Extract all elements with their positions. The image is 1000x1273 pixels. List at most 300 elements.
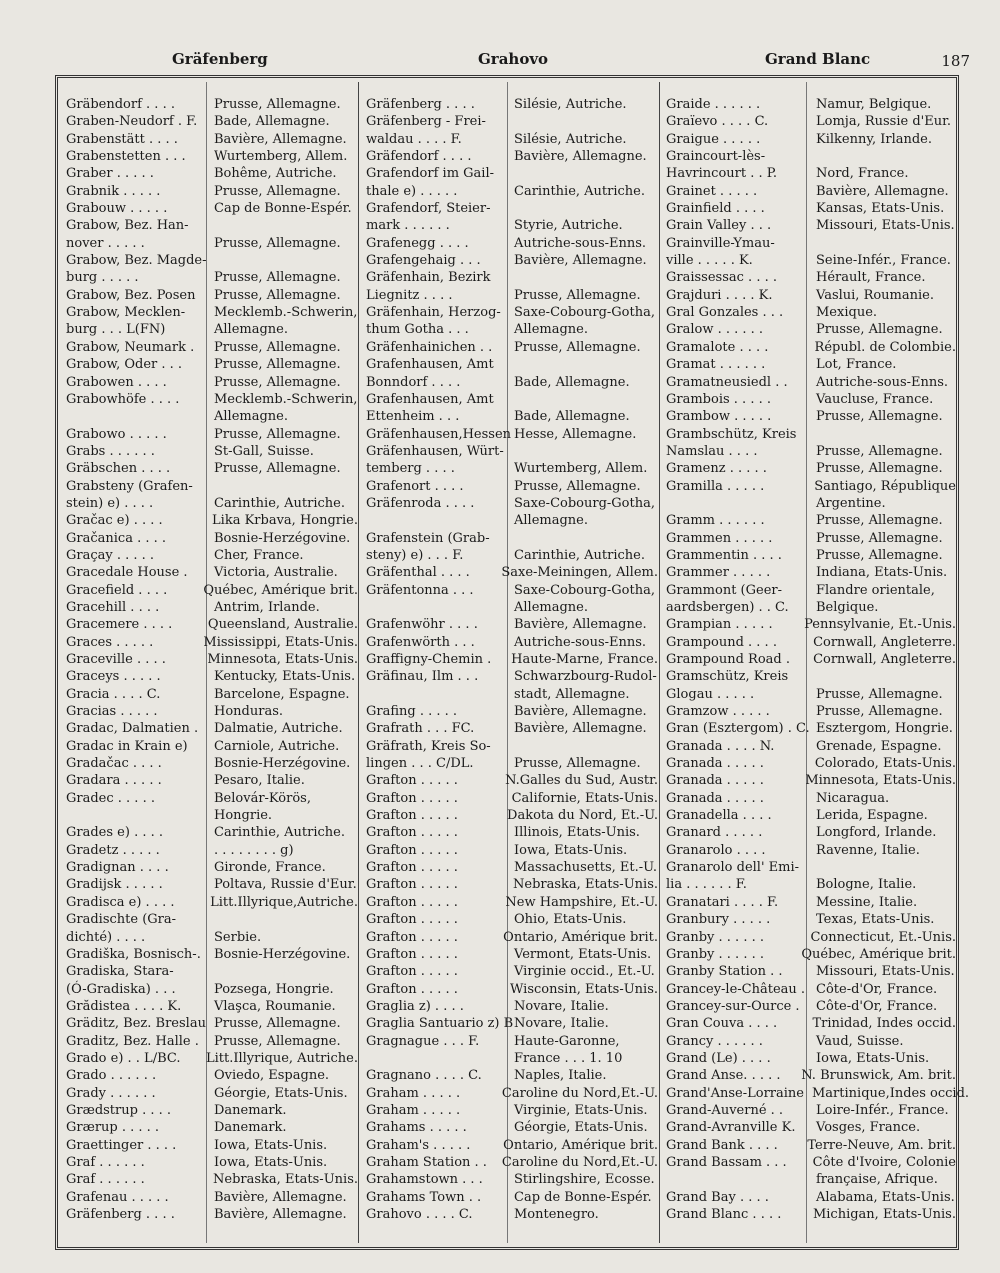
place-name: Granatari . . . . F. bbox=[666, 894, 779, 910]
place-region: Saxe-Cobourg-Gotha, bbox=[514, 495, 655, 511]
place-region: Bavière, Allemagne. bbox=[514, 149, 647, 165]
place-name: Grabouw . . . . . bbox=[66, 201, 168, 217]
list-item bbox=[366, 547, 658, 564]
place-name: aardsbergen) . . C. bbox=[666, 599, 789, 615]
list-item bbox=[666, 374, 956, 391]
place-name: Graissessac . . . . bbox=[666, 270, 777, 286]
place-name: Gradijsk . . . . . bbox=[66, 877, 163, 893]
place-region: Hérault, France. bbox=[816, 270, 926, 286]
list-item bbox=[66, 859, 358, 876]
place-name: Grado e) . . L/BC. bbox=[66, 1050, 181, 1066]
place-region: Mexique. bbox=[816, 305, 878, 321]
place-region bbox=[812, 668, 956, 685]
place-region: Litt.Illyrique,Autriche. bbox=[210, 894, 358, 910]
place-region: Naples, Italie. bbox=[514, 1068, 607, 1084]
place-region: Bavière, Allemagne. bbox=[214, 1189, 347, 1205]
place-name: thale e) . . . . . bbox=[366, 183, 458, 199]
place-name bbox=[366, 512, 510, 529]
place-name: Grancey-sur-Ource . bbox=[666, 998, 800, 1014]
place-region: Ohio, Etats-Unis. bbox=[514, 912, 627, 928]
place-name: Granby . . . . . . bbox=[666, 946, 764, 962]
list-item bbox=[66, 720, 358, 737]
place-name: Gračanica . . . . bbox=[66, 530, 167, 546]
list-item bbox=[366, 426, 658, 443]
place-name: Gran Couva . . . . bbox=[666, 1016, 778, 1032]
place-region: Wisconsin, Etats-Unis. bbox=[510, 981, 658, 997]
place-region: Bavière, Allemagne. bbox=[514, 721, 647, 737]
list-item bbox=[666, 738, 956, 755]
place-name: temberg . . . . bbox=[366, 461, 455, 477]
place-name bbox=[666, 495, 812, 512]
place-region: Côte-d'Or, France. bbox=[816, 998, 938, 1014]
list-item bbox=[66, 321, 358, 338]
place-name: Graincourt-lès- bbox=[666, 149, 766, 165]
list-item bbox=[366, 217, 658, 234]
list-item bbox=[66, 374, 358, 391]
place-region: Prusse, Allemagne. bbox=[514, 756, 641, 772]
list-item bbox=[66, 1015, 358, 1032]
place-name: Graber . . . . . bbox=[66, 166, 154, 182]
place-region: Queensland, Australie. bbox=[207, 617, 358, 633]
place-name bbox=[66, 408, 210, 425]
place-region: Prusse, Allemagne. bbox=[214, 1016, 341, 1032]
list-item bbox=[66, 564, 358, 581]
list-item bbox=[366, 96, 658, 113]
place-region: Allemagne. bbox=[514, 322, 588, 338]
list-item bbox=[366, 495, 658, 512]
list-item bbox=[366, 1206, 658, 1223]
place-name: Grainet . . . . . bbox=[666, 183, 758, 199]
list-item bbox=[366, 929, 658, 946]
list-item bbox=[66, 131, 358, 148]
list-item bbox=[66, 929, 358, 946]
place-name: Gralow . . . . . . bbox=[666, 322, 764, 338]
place-name: Grafenau . . . . . bbox=[66, 1189, 169, 1205]
place-name bbox=[666, 1171, 812, 1188]
place-region: France . . . 1. 10 bbox=[514, 1050, 623, 1066]
list-item bbox=[66, 304, 358, 321]
place-name: Grafton . . . . . bbox=[366, 894, 458, 910]
list-item bbox=[366, 582, 658, 599]
place-name: Gräfendorf . . . . bbox=[366, 149, 472, 165]
list-item bbox=[66, 668, 358, 685]
list-item bbox=[366, 824, 658, 841]
place-region: Prusse, Allemagne. bbox=[214, 374, 341, 390]
place-name: Graham Station . . bbox=[366, 1154, 487, 1170]
list-item bbox=[366, 304, 658, 321]
place-region: Honduras. bbox=[214, 704, 283, 720]
place-name: Gramschütz, Kreis bbox=[666, 669, 789, 685]
place-region: française, Afrique. bbox=[816, 1172, 938, 1188]
place-name: burg . . . . . bbox=[66, 270, 139, 286]
place-region bbox=[510, 269, 658, 286]
list-item bbox=[366, 1154, 658, 1171]
list-item bbox=[366, 391, 658, 408]
place-name: Gramatneusiedl . . bbox=[666, 374, 788, 390]
place-region: Nebraska, Etats-Unis. bbox=[213, 1172, 358, 1188]
list-item bbox=[366, 356, 658, 373]
place-name: Grainfield . . . . bbox=[666, 201, 765, 217]
place-name: dichté) . . . . bbox=[66, 929, 146, 945]
place-region: N.Galles du Sud, Austr. bbox=[505, 773, 658, 789]
place-name: Granbury . . . . . bbox=[666, 912, 771, 928]
place-region: Allemagne. bbox=[214, 322, 288, 338]
place-name: Granby Station . . bbox=[666, 964, 783, 980]
place-region: Prusse, Allemagne. bbox=[816, 513, 943, 529]
place-region bbox=[510, 200, 658, 217]
place-name: Graglia z) . . . . bbox=[366, 998, 464, 1014]
place-name: Gradara . . . . . bbox=[66, 773, 162, 789]
place-name: Grady . . . . . . bbox=[66, 1085, 156, 1101]
place-name: Graglia Santuario z) B bbox=[366, 1016, 514, 1032]
place-region: Kentucky, Etats-Unis. bbox=[214, 669, 356, 685]
place-region bbox=[510, 113, 658, 130]
list-item bbox=[666, 894, 956, 911]
list-item bbox=[66, 356, 358, 373]
place-region: Géorgie, Etats-Unis. bbox=[214, 1085, 348, 1101]
place-name: Grampian . . . . . bbox=[666, 617, 773, 633]
place-name: Grabow, Neumark . bbox=[66, 339, 195, 355]
place-name: Graben-Neudorf . F. bbox=[66, 114, 198, 130]
place-name: Gräfenberg - Frei- bbox=[366, 114, 486, 130]
place-region: Ontario, Amérique brit. bbox=[503, 929, 658, 945]
list-item bbox=[366, 911, 658, 928]
list-item bbox=[666, 1189, 956, 1206]
place-region: Ravenne, Italie. bbox=[816, 842, 920, 858]
list-item bbox=[66, 1085, 358, 1102]
place-name: Grand Anse. . . . . bbox=[666, 1068, 781, 1084]
list-item bbox=[366, 252, 658, 269]
list-item bbox=[666, 686, 956, 703]
place-region: Allemagne. bbox=[214, 409, 288, 425]
place-name: Graditz, Bez. Halle . bbox=[66, 1033, 199, 1049]
list-item bbox=[666, 217, 956, 234]
place-name: Gradischte (Gra- bbox=[66, 912, 177, 928]
place-name: Gräbendorf . . . . bbox=[66, 97, 175, 112]
list-item bbox=[66, 217, 358, 234]
place-name: Grafton . . . . . bbox=[366, 773, 458, 789]
list-item bbox=[666, 564, 956, 581]
list-item bbox=[366, 148, 658, 165]
list-item bbox=[666, 530, 956, 547]
place-name: Gräfenberg . . . . bbox=[366, 97, 475, 112]
place-name: Grabenstetten . . . bbox=[66, 149, 186, 165]
place-region: Prusse, Allemagne. bbox=[514, 339, 641, 355]
list-item bbox=[366, 1102, 658, 1119]
list-item bbox=[66, 148, 358, 165]
place-region: Bavière, Allemagne. bbox=[214, 1207, 347, 1222]
place-region: Colorado, Etats-Unis. bbox=[814, 756, 956, 772]
list-item bbox=[666, 755, 956, 772]
place-name: Grand Bassam . . . bbox=[666, 1154, 787, 1170]
place-region: Wurtemberg, Allem. bbox=[514, 461, 648, 477]
place-region bbox=[812, 235, 956, 252]
place-region: Iowa, Etats-Unis. bbox=[214, 1154, 328, 1170]
list-item bbox=[66, 1119, 358, 1136]
list-item bbox=[666, 339, 956, 356]
place-name: Grain Valley . . . bbox=[666, 218, 772, 234]
list-item bbox=[666, 408, 956, 425]
list-item bbox=[666, 131, 956, 148]
place-name: Grambois . . . . . bbox=[666, 391, 771, 407]
list-item bbox=[666, 426, 956, 443]
place-region: Prusse, Allemagne. bbox=[816, 547, 943, 563]
list-item bbox=[66, 426, 358, 443]
list-item bbox=[366, 946, 658, 963]
place-region: Alabama, Etats-Unis. bbox=[816, 1189, 955, 1205]
list-item bbox=[666, 495, 956, 512]
place-name: Grafenwörth . . . bbox=[366, 634, 475, 650]
list-item bbox=[666, 252, 956, 269]
place-region: Californie, Etats-Unis. bbox=[511, 790, 658, 806]
place-region: Cornwall, Angleterre. bbox=[813, 652, 956, 667]
place-region: Mississippi, Etats-Unis. bbox=[203, 634, 358, 650]
place-name: Grampound Road . bbox=[666, 652, 790, 667]
list-item bbox=[666, 478, 956, 495]
place-name: Bonndorf . . . . bbox=[366, 374, 461, 390]
place-region: Cap de Bonne-Espér. bbox=[514, 1189, 652, 1205]
list-item bbox=[366, 165, 658, 182]
place-name: Grafenhausen, Amt bbox=[366, 357, 494, 373]
list-item bbox=[666, 113, 956, 130]
place-name: Grafrath . . . FC. bbox=[366, 721, 475, 737]
list-item bbox=[66, 530, 358, 547]
place-region: Géorgie, Etats-Unis. bbox=[514, 1120, 648, 1136]
place-region bbox=[510, 530, 658, 547]
place-region: Minnesota, Etats-Unis. bbox=[805, 773, 956, 789]
place-name: Gradac in Krain e) bbox=[66, 738, 188, 754]
list-item bbox=[666, 929, 956, 946]
place-region: Flandre orientale, bbox=[816, 582, 935, 598]
place-name: Graïevo . . . . C. bbox=[666, 114, 769, 130]
place-region: Wurtemberg, Allem. bbox=[214, 149, 348, 165]
column-divider bbox=[659, 82, 660, 1243]
list-item bbox=[666, 651, 956, 668]
place-name: Grafton . . . . . bbox=[366, 842, 458, 858]
place-region: Iowa, Etats-Unis. bbox=[816, 1050, 930, 1066]
column-1 bbox=[66, 96, 358, 1223]
place-name: Grand (Le) . . . . bbox=[666, 1050, 771, 1066]
list-item bbox=[66, 599, 358, 616]
list-item bbox=[666, 807, 956, 824]
place-name: Granarolo dell' Emi- bbox=[666, 860, 800, 876]
place-name: Liegnitz . . . . bbox=[366, 287, 453, 303]
list-item bbox=[666, 876, 956, 893]
place-region: Pozsega, Hongrie. bbox=[214, 981, 334, 997]
list-item bbox=[66, 165, 358, 182]
place-region bbox=[210, 217, 358, 234]
place-name: Gramm . . . . . . bbox=[666, 513, 765, 529]
place-name: Grafenstein (Grab- bbox=[366, 530, 490, 546]
place-name: Gracemere . . . . bbox=[66, 617, 173, 633]
place-name: Namslau . . . . bbox=[666, 443, 758, 459]
place-region: Prusse, Allemagne. bbox=[214, 357, 341, 373]
list-item bbox=[666, 790, 956, 807]
list-item bbox=[666, 1050, 956, 1067]
place-region: Barcelone, Espagne. bbox=[214, 686, 350, 702]
place-name: lia . . . . . . F. bbox=[666, 877, 747, 893]
place-region: Danemark. bbox=[214, 1120, 287, 1136]
place-region: Illinois, Etats-Unis. bbox=[514, 825, 640, 841]
place-region: Loire-Infér., France. bbox=[816, 1102, 949, 1118]
place-region: Saxe-Cobourg-Gotha, bbox=[514, 305, 655, 321]
place-name: mark . . . . . . bbox=[366, 218, 450, 234]
list-item bbox=[366, 235, 658, 252]
list-item bbox=[366, 1189, 658, 1206]
place-name: Grand Bank . . . . bbox=[666, 1137, 778, 1153]
list-item bbox=[66, 1189, 358, 1206]
place-name: Grafton . . . . . bbox=[366, 912, 458, 928]
place-name: Grabow, Mecklen- bbox=[66, 305, 186, 321]
place-region: Bavière, Allemagne. bbox=[816, 183, 949, 199]
place-name: Gramenz . . . . . bbox=[666, 461, 767, 477]
place-region: Bavière, Allemagne. bbox=[514, 704, 647, 720]
place-name: Grafenwöhr . . . . bbox=[366, 617, 478, 633]
list-item bbox=[366, 339, 658, 356]
place-region: Bade, Allemagne. bbox=[514, 409, 630, 425]
place-name: Gramalote . . . . bbox=[666, 339, 769, 355]
list-item bbox=[66, 1137, 358, 1154]
place-region: Namur, Belgique. bbox=[816, 97, 932, 112]
place-region: Bade, Allemagne. bbox=[514, 374, 630, 390]
place-region: Bavière, Allemagne. bbox=[214, 131, 347, 147]
place-name: Grădistea . . . . K. bbox=[66, 998, 182, 1014]
place-name: Grammentin . . . . bbox=[666, 547, 782, 563]
place-name: Grabenstätt . . . . bbox=[66, 131, 178, 147]
place-region: Républ. de Colombie. bbox=[814, 339, 956, 355]
place-name: Grancey-le-Château . bbox=[666, 981, 806, 997]
place-region: Oviedo, Espagne. bbox=[214, 1068, 330, 1084]
place-region: Prusse, Allemagne. bbox=[816, 530, 943, 546]
place-name: Graceville . . . . bbox=[66, 652, 166, 667]
place-name: Grand-Auverné . . bbox=[666, 1102, 784, 1118]
place-name: Gräfenhausen,Hessen bbox=[366, 426, 512, 442]
place-region bbox=[812, 148, 956, 165]
place-region: Lerida, Espagne. bbox=[816, 808, 928, 824]
place-region: Bosnie-Herzégovine. bbox=[214, 530, 351, 546]
place-region: Novare, Italie. bbox=[514, 1016, 609, 1032]
list-item bbox=[666, 998, 956, 1015]
list-item bbox=[666, 304, 956, 321]
place-name: Grand'Anse-Lorraine bbox=[666, 1085, 804, 1101]
place-name: Gräfenhausen, Würt- bbox=[366, 443, 504, 459]
list-item bbox=[66, 1067, 358, 1084]
list-item bbox=[66, 824, 358, 841]
place-name: Gräfenhain, Bezirk bbox=[366, 270, 491, 286]
place-region: . . . . . . . . g) bbox=[214, 842, 294, 858]
place-name: Gradac, Dalmatien . bbox=[66, 721, 199, 737]
place-name: Grajduri . . . . K. bbox=[666, 287, 773, 303]
place-region bbox=[812, 426, 956, 443]
place-name: (Ó-Gradiska) . . . bbox=[66, 981, 176, 997]
place-name bbox=[66, 807, 210, 824]
place-name: Grafenegg . . . . bbox=[366, 235, 469, 251]
place-region: Iowa, Etats-Unis. bbox=[214, 1137, 328, 1153]
place-name: Grambschütz, Kreis bbox=[666, 426, 797, 442]
header-left-word: Gräfenberg bbox=[172, 50, 268, 68]
list-item bbox=[66, 443, 358, 460]
list-item bbox=[666, 443, 956, 460]
header-center-word: Grahovo bbox=[478, 50, 549, 68]
place-name: Granada . . . . . bbox=[666, 790, 764, 806]
place-region: Vosges, France. bbox=[816, 1120, 921, 1136]
place-region: Bosnie-Herzégovine. bbox=[214, 756, 351, 772]
place-region: Vermont, Etats-Unis. bbox=[514, 946, 652, 962]
list-item bbox=[66, 755, 358, 772]
place-region: Antrim, Irlande. bbox=[214, 599, 320, 615]
place-name: Grades e) . . . . bbox=[66, 825, 163, 841]
list-item bbox=[366, 183, 658, 200]
list-item bbox=[66, 547, 358, 564]
list-item bbox=[366, 998, 658, 1015]
list-item bbox=[366, 755, 658, 772]
place-region: Prusse, Allemagne. bbox=[816, 686, 943, 702]
place-name: Grabowen . . . . bbox=[66, 374, 167, 390]
list-item bbox=[666, 1154, 956, 1171]
place-region: Prusse, Allemagne. bbox=[816, 461, 943, 477]
place-name: Grand-Avranville K. bbox=[666, 1120, 796, 1136]
list-item bbox=[666, 772, 956, 789]
list-item bbox=[66, 686, 358, 703]
place-name: Grafton . . . . . bbox=[366, 877, 458, 893]
place-region: Prusse, Allemagne. bbox=[214, 97, 341, 112]
list-item bbox=[666, 703, 956, 720]
place-region: Danemark. bbox=[214, 1102, 287, 1118]
place-name: Grabow, Bez. Han- bbox=[66, 218, 189, 234]
list-item bbox=[366, 668, 658, 685]
list-item bbox=[666, 269, 956, 286]
place-name: Graide . . . . . . bbox=[666, 97, 761, 112]
place-region: New Hampshire, Et.-U. bbox=[505, 894, 658, 910]
place-region: Hongrie. bbox=[214, 808, 273, 824]
place-region: Carinthie, Autriche. bbox=[214, 825, 345, 841]
place-name: Gräditz, Bez. Breslau bbox=[66, 1016, 206, 1032]
place-region bbox=[210, 478, 358, 495]
place-name: Graham . . . . . bbox=[366, 1085, 461, 1101]
place-name: Gräfenberg . . . . bbox=[66, 1207, 175, 1222]
place-region: Texas, Etats-Unis. bbox=[816, 912, 935, 928]
place-region: Côte-d'Or, France. bbox=[816, 981, 938, 997]
place-region: Silésie, Autriche. bbox=[514, 97, 627, 112]
place-region: Autriche-sous-Enns. bbox=[514, 634, 647, 650]
list-item bbox=[666, 183, 956, 200]
list-item bbox=[666, 842, 956, 859]
list-item bbox=[366, 113, 658, 130]
place-region: Prusse, Allemagne. bbox=[214, 183, 341, 199]
place-name: Grainville-Ymau- bbox=[666, 235, 775, 251]
place-region: Bosnie-Herzégovine. bbox=[214, 946, 351, 962]
place-region: Belovár-Körös, bbox=[214, 790, 311, 806]
place-region: St-Gall, Suisse. bbox=[214, 443, 314, 459]
list-item bbox=[666, 981, 956, 998]
place-region: Prusse, Allemagne. bbox=[214, 270, 341, 286]
list-item bbox=[666, 165, 956, 182]
place-name: Graffigny-Chemin . bbox=[366, 652, 492, 667]
place-name bbox=[366, 686, 510, 703]
list-item bbox=[666, 356, 956, 373]
place-name: Grafton . . . . . bbox=[366, 929, 458, 945]
list-item bbox=[66, 651, 358, 668]
place-region: Bavière, Allemagne. bbox=[514, 253, 647, 269]
place-region bbox=[510, 391, 658, 408]
place-name: Ettenheim . . . bbox=[366, 409, 460, 425]
place-region: Prusse, Allemagne. bbox=[514, 478, 641, 494]
list-item bbox=[66, 287, 358, 304]
list-item bbox=[66, 1033, 358, 1050]
place-region: Victoria, Australie. bbox=[214, 565, 338, 581]
place-name: Grafenhausen, Amt bbox=[366, 391, 494, 407]
list-item bbox=[366, 703, 658, 720]
